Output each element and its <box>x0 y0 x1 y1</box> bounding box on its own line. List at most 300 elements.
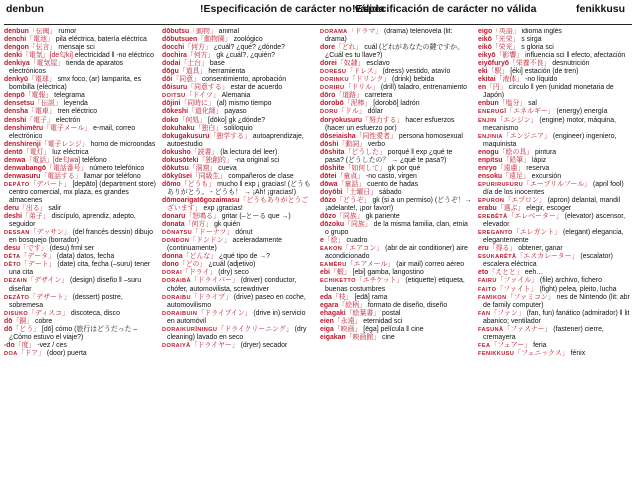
entry-definition: horno de microondas <box>90 140 156 148</box>
entry-japanese-script: 「エネルギー」 <box>506 108 555 116</box>
entry-japanese-script: 「どんな」 <box>182 253 218 261</box>
entry-japanese-script: 「デザート」 <box>29 293 71 301</box>
entry-headword: ebi <box>320 269 330 277</box>
entry-headword: eigo <box>478 28 493 35</box>
entry-headword: DORESU <box>320 69 347 76</box>
entry-definition: (data) datos, fecha <box>56 253 115 261</box>
entry-japanese-script: 「どうも」 <box>180 180 216 188</box>
entry-japanese-script: 「エアコン」 <box>342 245 384 253</box>
dictionary-entry <box>478 149 630 157</box>
entry-definition: postal <box>382 309 401 317</box>
entry-japanese-script: 「電子メール」 <box>43 124 92 132</box>
dictionary-entry <box>4 76 156 92</box>
entry-definition: (etiquette) etiqueta, buenas costumbres <box>325 277 465 293</box>
header-last-word: fenikkusu <box>576 3 626 15</box>
entry-headword: dengon <box>4 44 29 52</box>
dictionary-entry <box>162 36 314 44</box>
entry-headword: dōgu <box>162 68 179 76</box>
entry-definition: persona homosexual <box>398 132 463 140</box>
entry-headword: ESUKARĒTĀ <box>478 254 517 261</box>
entry-japanese-script: 「電車」 <box>28 108 56 116</box>
dictionary-entry <box>320 189 472 197</box>
dictionary-entry <box>478 28 630 36</box>
entry-definition: (door) puerta <box>46 349 87 357</box>
entry-definition: fénix <box>570 349 586 357</box>
entry-definition: tienda de aparatos electrónicos <box>9 60 124 76</box>
entry-definition: (engineer) ingeniero, maquinista <box>483 132 617 148</box>
entry-definition: dónut <box>235 229 253 237</box>
entry-japanese-script: 「映画館」 <box>345 333 381 341</box>
entry-definition: pila eléctrica, batería eléctrica <box>55 36 147 44</box>
header-rule <box>4 24 632 25</box>
entry-headword: desu <box>4 245 21 253</box>
dictionary-entry <box>162 108 314 116</box>
entry-headword: dōkeshi <box>162 108 189 116</box>
entry-headword: DISUKO <box>4 310 29 317</box>
entry-definition: (la lectura del leer) <box>220 148 278 156</box>
dictionary-entry <box>320 197 472 213</box>
entry-definition: [ebi] gamba, langostino <box>352 269 424 277</box>
header-error-text-right: !Especificación de carácter no válida <box>352 3 537 15</box>
entry-japanese-script: 「動物」 <box>189 28 217 35</box>
entry-japanese-script: 「同級生」 <box>191 172 227 180</box>
entry-japanese-script: 「フェアー」 <box>490 341 532 349</box>
dictionary-entry <box>320 181 472 189</box>
entry-headword: FASUNĀ <box>478 326 504 333</box>
dictionary-entry <box>162 213 314 221</box>
dictionary-entry <box>320 28 472 44</box>
entry-headword: donna <box>162 253 183 261</box>
entry-headword: DORAMA <box>320 29 348 35</box>
entry-headword: doyōbi <box>320 188 343 196</box>
entry-japanese-script: 「映画」 <box>333 325 362 333</box>
entry-japanese-script: 「ドライクリーニング」 <box>217 325 293 333</box>
entry-definition: (dress) vestido, atavío <box>382 68 451 76</box>
entry-japanese-script: 「童貞」 <box>336 172 365 180</box>
entry-japanese-script: 「ドライヤー」 <box>190 341 239 349</box>
entry-headword: dokusho <box>162 148 191 156</box>
dictionary-entry <box>320 141 472 149</box>
dictionary-entry <box>478 157 630 165</box>
entry-definition: Alemania <box>221 92 251 100</box>
entry-definition: (dryer) secador <box>240 341 288 349</box>
entry-definition: s gloria sci <box>521 44 554 52</box>
entry-japanese-script: 「銅」 <box>12 317 34 325</box>
entry-definition: rumor <box>58 28 77 35</box>
entry-definition: (date) cita, fecha (–suru) tener una cita <box>9 261 151 277</box>
entry-definition: llamar por teléfono <box>83 172 141 180</box>
entry-japanese-script: 「どうした」 <box>344 148 386 156</box>
entry-japanese-script: 「電気屋」 <box>29 60 65 68</box>
dictionary-entry <box>478 52 630 60</box>
entry-japanese-script: 「エチケット」 <box>355 277 404 285</box>
entry-japanese-script: 「同性愛者」 <box>355 132 397 140</box>
entry-japanese-script: 「電灯」 <box>22 148 51 156</box>
entry-headword: dodai <box>162 60 181 68</box>
entry-japanese-script: 「同族」 <box>344 221 372 229</box>
entry-japanese-script: 「同意」 <box>172 76 200 84</box>
entry-headword: DORAIBĀ <box>162 278 191 285</box>
entry-definition: (april fool) día de los inocentes <box>483 180 624 196</box>
dictionary-entry <box>162 165 314 173</box>
entry-definition: cuadro <box>346 237 368 245</box>
entry-definition: formato de diseño, diseño <box>367 301 448 309</box>
entry-definition: compañeros de clase <box>228 172 294 180</box>
entry-headword: denwasuru <box>4 172 41 180</box>
entry-definition: zoológico <box>233 36 263 44</box>
entry-headword: DESSAN <box>4 230 30 237</box>
entry-headword: FAMIKON <box>478 294 507 301</box>
entry-headword: eikō <box>478 44 492 52</box>
entry-definition: círculo ‖ yen (unidad monetaria de Japón) <box>483 84 614 100</box>
entry-japanese-script: 「独白」 <box>194 124 223 132</box>
entry-japanese-script: 「何方」 <box>184 44 212 52</box>
dictionary-entry <box>320 221 472 237</box>
entry-japanese-script: 「電子」 <box>26 116 54 124</box>
dictionary-entry <box>478 286 630 294</box>
entry-headword: denchi <box>4 36 27 44</box>
entry-definition: reserva <box>526 164 550 172</box>
entry-definition: ¿cuál (adjetivo) <box>208 261 256 269</box>
dictionary-entry <box>320 318 472 326</box>
entry-definition: (del francés dessin) dibujo en bosquejo (borrador) <box>9 229 153 245</box>
entry-headword: dokuhaku <box>162 124 195 132</box>
dictionary-entry <box>320 302 472 310</box>
entry-definition: animal <box>218 28 239 35</box>
dictionary-entry <box>4 165 156 173</box>
entry-japanese-script: 「ファスナー」 <box>503 325 552 333</box>
entry-headword: dōzo <box>320 196 337 204</box>
entry-headword: DORAIYĀ <box>162 342 191 349</box>
entry-japanese-script: 「栄光」 <box>491 44 520 52</box>
dictionary-entry <box>4 157 156 165</box>
entry-definition: (elegant) elegancia, elegantemente <box>483 229 624 245</box>
entry-headword: denshimēru <box>4 124 44 132</box>
dictionary-entry <box>4 342 156 350</box>
dictionary-entry <box>4 205 156 213</box>
entry-japanese-script: 「奴隷」 <box>336 60 365 68</box>
dictionary-entry <box>4 108 156 116</box>
entry-japanese-script: 「泥棒」 <box>343 100 372 108</box>
entry-definition: (energy) energía <box>556 108 608 116</box>
entry-definition: leyenda <box>63 100 88 108</box>
entry-japanese-script: 「ファミコン」 <box>506 293 555 301</box>
entry-japanese-script: 「永遠」 <box>333 317 362 325</box>
entry-headword: eki <box>478 68 488 76</box>
entry-headword: dōro <box>320 92 336 100</box>
entry-japanese-script: 「鉛筆」 <box>502 156 531 164</box>
entry-japanese-script: 「努力する」 <box>362 116 404 124</box>
dictionary-entry <box>320 108 472 116</box>
entry-japanese-script: 「液体」 <box>495 76 524 84</box>
entry-headword: dōseiaisha <box>320 132 356 140</box>
entry-japanese-script: 「読書」 <box>190 148 219 156</box>
entry-japanese-script: 「出る」 <box>18 205 47 213</box>
entry-japanese-script: 「ドラマ」 <box>347 28 383 35</box>
entry-headword: dōshite <box>320 164 345 172</box>
entry-definition: [dō] cómo (旅行はどうだった –¿Cómo estuvo el viaje?) <box>9 325 138 341</box>
entry-japanese-script: 「エンジン」 <box>496 116 538 124</box>
entry-headword: FAIRU <box>478 278 497 285</box>
entry-japanese-script: 「独創的」 <box>198 156 233 164</box>
entry-headword: DŌNATSU <box>162 230 193 237</box>
entry-definition: smx foco, (ar) lamparita, es bombilla (eléctrica) <box>9 76 142 92</box>
dictionary-entry <box>162 221 314 229</box>
dictionary-entry <box>320 310 472 318</box>
entry-headword: enryo <box>478 164 497 172</box>
dictionary-entry <box>4 310 156 318</box>
dictionary-entry <box>4 60 156 76</box>
entry-definition: electricidad ‖ -no eléctrico <box>74 52 154 60</box>
entry-definition: dólar <box>367 108 383 116</box>
entry-definition: eeh… <box>524 269 544 277</box>
dictionary-entry <box>478 277 630 285</box>
dictionary-entry <box>320 326 472 334</box>
dictionary-entry <box>478 165 630 173</box>
entry-headword: DEPĀTO <box>4 181 30 188</box>
entry-definition: salir <box>48 205 62 213</box>
entry-japanese-script: 「電話番号」 <box>46 164 88 172</box>
entry-headword: eigakan <box>320 333 346 341</box>
dictionary-entry <box>320 149 472 165</box>
dictionary-entry <box>4 181 156 205</box>
entry-japanese-script: 「ドア」 <box>17 349 45 357</box>
entry-headword: enbun <box>478 100 499 108</box>
dictionary-entry <box>320 213 472 221</box>
entry-definition: cuál (どれがあなたの鍵ですか。¿Cuál es tu llave?) <box>325 44 464 60</box>
entry-definition: -no casto, virgen <box>365 172 417 180</box>
dictionary-entry <box>478 253 630 269</box>
entry-definition: idioma inglés <box>521 28 562 35</box>
entry-definition: luz eléctrica <box>52 148 89 156</box>
entry-headword: denpō <box>4 92 25 100</box>
entry-headword: dōjini <box>162 100 181 108</box>
dictionary-entry <box>478 108 630 116</box>
entry-japanese-script: 「動詞」 <box>338 140 366 148</box>
entry-japanese-script: 「ファイト」 <box>496 285 538 293</box>
entry-japanese-script: 「エプロン」 <box>504 196 546 204</box>
dictionary-entry <box>4 52 156 60</box>
dictionary-entry <box>320 133 472 141</box>
dictionary-entry <box>478 342 630 350</box>
entry-japanese-script: 「デパート」 <box>29 180 71 188</box>
entry-headword: FENIKKUSU <box>478 350 515 357</box>
dictionary-entry <box>4 28 156 36</box>
entry-headword: dochira <box>162 52 187 60</box>
entry-japanese-script: 「道化師」 <box>188 108 223 116</box>
entry-definition: autoaprendizaje, autoestudio <box>167 132 304 148</box>
entry-japanese-script: 「電報」 <box>24 92 53 100</box>
header-first-word: denbun <box>6 3 44 15</box>
entry-headword: ECHIKETTO <box>320 278 356 285</box>
entry-japanese-script: 「遠足」 <box>502 172 530 180</box>
dictionary-entry <box>162 125 314 133</box>
dictionary-entry <box>162 149 314 157</box>
entry-definition: -vez / ces <box>37 341 67 349</box>
header-error-text-left: !Especificación de carácter no válida <box>200 3 385 15</box>
entry-japanese-script: 「伝説」 <box>34 100 62 108</box>
dictionary-entry <box>4 229 156 245</box>
entry-headword: deru <box>4 205 19 213</box>
entry-japanese-script: 「同族」 <box>336 213 364 221</box>
entry-definition: ¿qué tipo de →? <box>219 253 270 261</box>
entry-definition: (abr de air conditioner) aire acondicionado <box>325 245 468 261</box>
dictionary-entry <box>478 350 630 358</box>
dictionary-entry <box>478 173 630 181</box>
dictionary-entry <box>320 173 472 181</box>
entry-japanese-script: 「何方」 <box>186 52 215 60</box>
entry-headword: enpitsu <box>478 156 503 164</box>
entry-headword: DOA <box>4 350 18 357</box>
entry-definition: s sirga <box>521 36 542 44</box>
entry-japanese-script: 「絵柄」 <box>338 301 366 309</box>
entry-headword: DORAI <box>162 270 183 277</box>
entry-headword: dentō <box>4 148 23 156</box>
entry-headword: EREGANTO <box>478 230 513 237</box>
entry-definition: (driver) conductor, chófer, automovilista, screwdriver <box>167 277 297 293</box>
entry-japanese-script: 「ドリル」 <box>344 84 379 92</box>
entry-definition: estar de acuerdo <box>230 84 283 92</box>
entry-headword: eikyō <box>478 52 496 60</box>
entry-headword: ENERUGĪ <box>478 109 507 116</box>
entry-definition: discípulo, aprendiz, adepto, seguidor <box>9 213 136 229</box>
entry-headword: dōbutsu <box>162 28 190 35</box>
entry-japanese-script: 「動物園」 <box>197 36 232 44</box>
entry-japanese-script: 「どうもありがとうございます」 <box>167 196 309 213</box>
entry-headword: ekitai <box>478 76 496 84</box>
entry-headword: eru <box>478 245 489 253</box>
entry-japanese-script: 「塩分」 <box>498 100 527 108</box>
entry-japanese-script: 「どう」 <box>12 325 40 333</box>
dictionary-column-1 <box>4 28 156 490</box>
entry-japanese-script: 「電球」 <box>28 76 56 84</box>
entry-definition: obtener, ganar <box>518 245 563 253</box>
dictionary-entry <box>478 213 630 229</box>
entry-japanese-script: 「電話する」 <box>40 172 82 180</box>
entry-japanese-script: 「ファイル」 <box>496 277 538 285</box>
dictionary-entry <box>478 44 630 52</box>
dictionary-entry <box>320 277 472 293</box>
dictionary-entry <box>162 277 314 293</box>
entry-headword: denshirenji <box>4 140 41 148</box>
entry-japanese-script: 「駅」 <box>487 68 509 76</box>
entry-japanese-script: 「光栄」 <box>491 36 520 44</box>
entry-japanese-script: 「エアメール」 <box>346 261 395 269</box>
entry-headword: dōwa <box>320 180 338 188</box>
dictionary-entry <box>478 181 630 197</box>
entry-japanese-script: 「影響」 <box>495 52 524 60</box>
entry-headword: eikō <box>478 36 492 44</box>
entry-japanese-script: 「道具」 <box>178 68 207 76</box>
entry-definition: cuento de hadas <box>367 180 419 188</box>
entry-definition: (al) mismo tiempo <box>216 100 272 108</box>
entry-headword: EPURIRUFURU <box>478 181 524 188</box>
entry-definition: [depāto] (department store) centro comercial, mx plaza, es grandes almacenes <box>9 180 156 204</box>
entry-definition: (dry cleaning) lavado en seco <box>167 325 307 341</box>
dictionary-entry <box>162 52 314 60</box>
dictionary-entry <box>4 294 156 310</box>
entry-japanese-script: 「弟子」 <box>22 213 50 221</box>
entry-japanese-script: 「遠慮」 <box>496 164 525 172</box>
dictionary-entry <box>4 44 156 52</box>
entry-headword: dokusōteki <box>162 156 199 164</box>
dictionary-entry <box>162 157 314 165</box>
entry-japanese-script: 「独学する」 <box>209 132 251 140</box>
entry-japanese-script: 「データ」 <box>20 253 55 261</box>
entry-japanese-script: 「どれ」 <box>334 44 363 52</box>
dictionary-entry <box>162 197 314 213</box>
entry-headword: DORIRU <box>320 85 345 92</box>
entry-headword: eien <box>320 317 334 325</box>
dictionary-entry <box>478 310 630 326</box>
entry-japanese-script: 「ドライバー」 <box>190 277 239 285</box>
entry-definition: elegir, escoger <box>526 205 572 213</box>
entry-definition: (fan, fun) fanático (admirador) ‖ lit abanico; ventilador <box>483 309 630 325</box>
entry-definition: [dorobō] ladrón <box>373 100 420 108</box>
entry-japanese-script: 「同時に」 <box>180 100 215 108</box>
dictionary-entry <box>478 326 630 342</box>
dictionary-entry <box>4 117 156 125</box>
entry-definition: telegrama <box>54 92 85 100</box>
entry-definition: soliloquio <box>224 124 253 132</box>
entry-definition: (elevator) ascensor, elevador <box>483 213 626 229</box>
entry-definition: número telefónico <box>89 164 145 172</box>
entry-japanese-script: 「電子レンジ」 <box>40 140 89 148</box>
entry-definition: (drive) paseo en coche, automovilismo <box>167 293 306 309</box>
entry-headword: docchi <box>162 44 185 52</box>
entry-headword: eiga <box>320 325 334 333</box>
entry-headword: DĒTA <box>4 254 21 261</box>
entry-definition: -no líquido <box>525 76 558 84</box>
entry-japanese-script: 「枝」 <box>331 293 353 301</box>
entry-headword: doryokusuru <box>320 116 363 124</box>
entry-definition: cine <box>382 333 395 341</box>
entry-headword: DORU <box>320 109 339 116</box>
entry-japanese-script: 「何処」 <box>178 116 207 124</box>
entry-headword: e <box>320 237 324 245</box>
dictionary-entry <box>162 173 314 181</box>
dictionary-entry <box>162 229 314 237</box>
entry-headword: FAITO <box>478 286 497 293</box>
dictionary-entry <box>4 173 156 181</box>
entry-definition: (apron) delantal, mandil <box>547 196 621 204</box>
entry-definition: consentimiento, aprobación <box>201 76 287 84</box>
entry-headword: DORAIBU <box>162 294 191 301</box>
entry-definition: exp ¡gracias! <box>203 205 243 213</box>
entry-japanese-script: 「です」 <box>20 245 48 253</box>
entry-japanese-script: 「えとと」 <box>488 269 523 277</box>
dictionary-entry <box>4 213 156 229</box>
entry-definition: (fastener) cierre, cremayera <box>483 325 604 341</box>
entry-headword: denbun <box>4 28 29 35</box>
entry-headword: dō <box>4 325 13 333</box>
entry-definition: de la misma familia, clan, etnia o grupo <box>325 221 468 237</box>
entry-definition: (design) diseño ‖ –suru diseñar <box>9 277 142 293</box>
entry-definition: hacer esfuerzos (hacer un esfuerzo por) <box>325 116 455 132</box>
dictionary-entry <box>478 84 630 100</box>
entry-headword: donaru <box>162 213 186 221</box>
entry-definition: [ēga] película ‖ cine <box>363 325 424 333</box>
entry-headword: dōzoku <box>320 221 345 229</box>
entry-japanese-script: 「童話」 <box>337 180 366 188</box>
entry-definition: pintura <box>535 148 557 156</box>
entry-japanese-script: 「ドンドン」 <box>189 237 231 245</box>
entry-definition: eternidad sci <box>363 317 403 325</box>
entry-definition: (drill) taladro, entrenamiento <box>380 84 468 92</box>
dictionary-entry <box>4 350 156 358</box>
dictionary-entry <box>162 237 314 253</box>
entry-definition: -na original sci <box>234 156 280 164</box>
